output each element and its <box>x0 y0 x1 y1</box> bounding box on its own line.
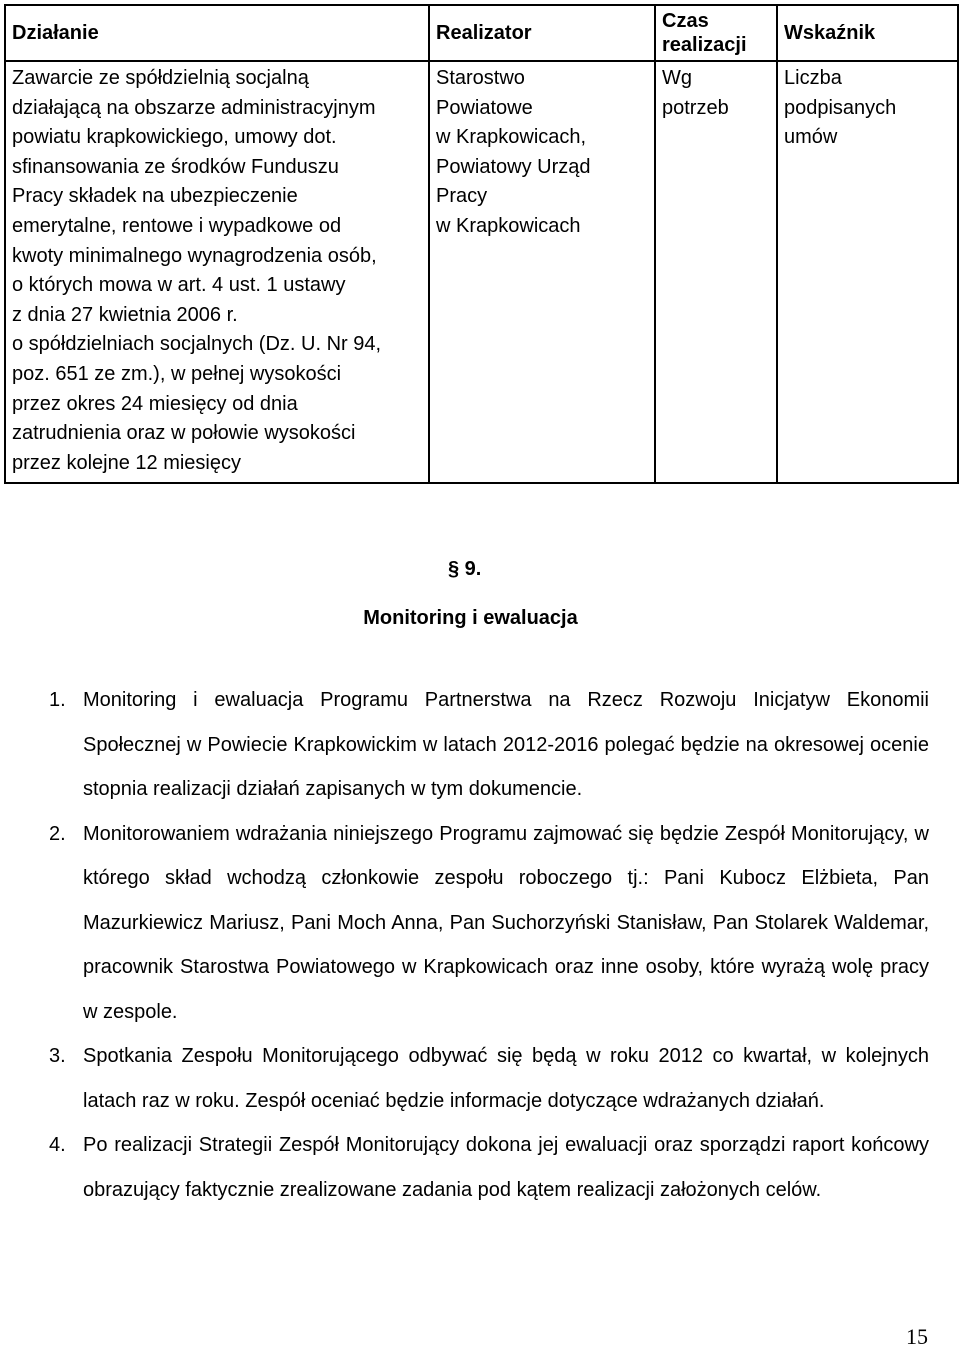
cell-indicator: Liczba podpisanych umów <box>777 61 958 483</box>
points-list <box>40 678 929 1212</box>
list-item-text: Monitoring i ewaluacja Programu Partnerstwa na Rzecz Rozwoju Inicjatyw Ekonomii Społecznej w Powiecie Krapkowickim w latach 2012-2016 polegać będzie na okresowej ocenie stopnia realizacji działań zapisanych w tym dokumencie. <box>83 689 929 800</box>
action-table <box>4 4 959 484</box>
list-item <box>40 1123 929 1212</box>
list-item-text: Spotkania Zespołu Monitorującego odbywać się będą w roku 2012 co kwartał, w kolejnych latach raz w roku. Zespół oceniać będzie informacje dotyczące wdrażanych działań. <box>83 1045 929 1112</box>
list-item-text: Monitorowaniem wdrażania niniejszego Programu zajmować się będzie Zespół Monitorujący, w którego skład wchodzą członkowie zespołu roboczego tj.: Pani Kubocz Elżbieta, Pan Mazurkiewicz Mariusz, Pani Moch Anna, Pan Suchorzyński Stanisław, Pan Stolarek Waldemar, pracownik Starostwa Powiatowego w Krapkowicach oraz inne osoby, które wyrażą wolę pracy w zespole. <box>83 822 929 1023</box>
list-item-number: 1. <box>49 689 66 711</box>
header-indicator: Wskaźnik <box>777 5 958 61</box>
list-item-number: 4. <box>49 1134 66 1156</box>
section-title: Monitoring i ewaluacja <box>363 607 578 629</box>
header-action: Działanie <box>5 5 429 61</box>
list-item <box>40 812 929 1035</box>
cell-realizer: Starostwo Powiatowe w Krapkowicach, Powiatowy Urząd Pracy w Krapkowicach <box>429 61 655 483</box>
list-item-number: 3. <box>49 1045 66 1067</box>
page-number: 15 <box>906 1324 928 1349</box>
header-realizer: Realizator <box>429 5 655 61</box>
list-item-number: 2. <box>49 822 66 845</box>
table-header-row <box>5 5 958 61</box>
header-time: Czas realizacji <box>655 5 777 61</box>
table-row <box>5 61 958 483</box>
list-item-text: Po realizacji Strategii Zespół Monitorujący dokona jej ewaluacji oraz sporządzi raport końcowy obrazujący faktycznie zrealizowane zadania pod kątem realizacji założonych celów. <box>83 1134 929 1201</box>
cell-action: Zawarcie ze spółdzielnią socjalną działającą na obszarze administracyjnym powiatu krapkowickiego, umowy dot. sfinansowania ze środków Funduszu Pracy składek na ubezpieczenie emerytalne, rentowe i wypadkowe od kwoty minimalnego wynagrodzenia osób, o których mowa w art. 4 ust. 1 ustawy z dnia 27 kwietnia 2006 r. o spółdzielniach socjalnych (Dz. U. Nr 94, poz. 651 ze zm.), w pełnej wysokości przez okres 24 miesięcy od dnia zatrudnienia oraz w połowie wysokości przez kolejne 12 miesięcy <box>5 61 429 483</box>
cell-time: Wg potrzeb <box>655 61 777 483</box>
section-number: § 9. <box>448 558 482 580</box>
list-item <box>40 678 929 812</box>
list-item <box>40 1034 929 1123</box>
